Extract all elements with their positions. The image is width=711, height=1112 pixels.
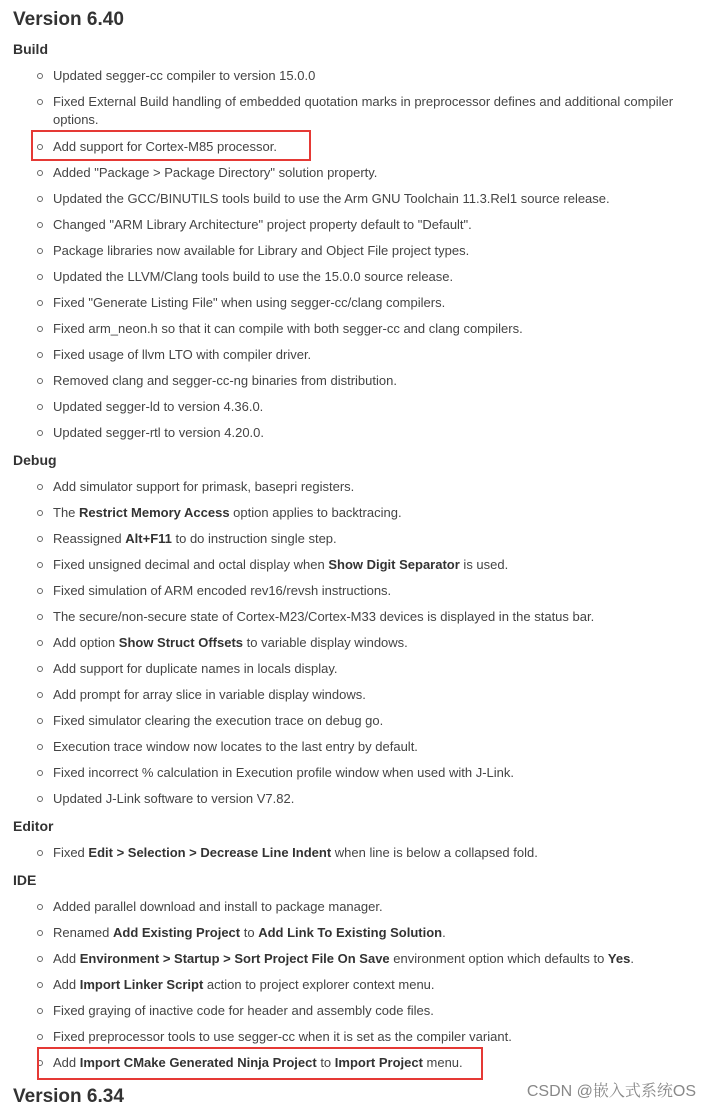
- item-text: Execution trace window now locates to the last entry by default.: [53, 739, 418, 754]
- item-text: Updated segger-cc compiler to version 15.0.0: [53, 68, 316, 83]
- item-text: action to project explorer context menu.: [203, 977, 435, 992]
- item-text: Fixed: [53, 845, 89, 860]
- debug-list-item: [53, 660, 683, 678]
- next-version-title: Version 6.34: [13, 1086, 124, 1107]
- emphasized-term: Alt+F11: [125, 531, 172, 546]
- item-text: Fixed incorrect % calculation in Execution profile window when used with J-Link.: [53, 765, 514, 780]
- item-text: Fixed usage of llvm LTO with compiler driver.: [53, 347, 312, 362]
- build-list-item: [53, 346, 683, 364]
- item-text: Add: [53, 977, 80, 992]
- build-list-item: [53, 93, 683, 129]
- build-list-item: [53, 372, 683, 390]
- item-text: Fixed unsigned decimal and octal display when: [53, 557, 329, 572]
- highlight-box-cortex-m85: [31, 130, 311, 161]
- debug-list-item: [53, 556, 683, 574]
- build-list-item: [53, 164, 683, 182]
- item-text: The secure/non-secure state of Cortex-M23/Cortex-M33 devices is displayed in the status bar.: [53, 609, 595, 624]
- debug-list-item: [53, 504, 683, 522]
- emphasized-term: Import Project: [334, 1055, 423, 1070]
- emphasized-term: Environment > Startup > Sort Project File On Save: [79, 951, 390, 966]
- emphasized-term: Add Existing Project: [112, 925, 241, 940]
- item-text: Add support for Cortex-M85 processor.: [53, 139, 277, 154]
- item-text: The: [53, 505, 80, 520]
- item-text: Changed "ARM Library Architecture" project property default to "Default".: [53, 217, 472, 232]
- emphasized-term: Restrict Memory Access: [79, 505, 230, 520]
- build-list-item: [53, 216, 683, 234]
- item-text: Updated the GCC/BINUTILS tools build to use the Arm GNU Toolchain 11.3.Rel1 source release.: [53, 191, 610, 206]
- emphasized-term: Add Link To Existing Solution: [258, 925, 443, 940]
- ide-list-item: [53, 1002, 683, 1020]
- debug-list-item: [53, 582, 683, 600]
- item-text: is used.: [459, 557, 509, 572]
- item-text: menu.: [422, 1055, 463, 1070]
- item-text: when line is below a collapsed fold.: [331, 845, 538, 860]
- item-text: .: [630, 951, 634, 966]
- item-text: Renamed: [53, 925, 113, 940]
- build-list-item: [53, 242, 683, 260]
- item-text: Fixed preprocessor tools to use segger-cc when it is set as the compiler variant.: [53, 1029, 512, 1044]
- debug-list-item: [53, 530, 683, 548]
- item-text: .: [442, 925, 446, 940]
- item-text: Updated segger-rtl to version 4.20.0.: [53, 425, 265, 440]
- item-text: to: [316, 1055, 335, 1070]
- item-text: to: [240, 925, 259, 940]
- section-title-ide: IDE: [13, 872, 37, 888]
- emphasized-term: Edit > Selection > Decrease Line Indent: [88, 845, 332, 860]
- item-text: Added "Package > Package Directory" solution property.: [53, 165, 378, 180]
- item-text: Add support for duplicate names in locals display.: [53, 661, 338, 676]
- build-list-item: [53, 398, 683, 416]
- debug-list-item: [53, 686, 683, 704]
- item-text: Add simulator support for primask, basepri registers.: [53, 479, 355, 494]
- item-text: Add option: [53, 635, 119, 650]
- item-text: to do instruction single step.: [171, 531, 337, 546]
- editor-list-item: [53, 844, 683, 862]
- build-list-item: [53, 424, 683, 442]
- version-title: Version 6.40: [13, 9, 124, 30]
- build-list-item: [53, 268, 683, 286]
- item-text: Fixed arm_neon.h so that it can compile with both segger-cc and clang compilers.: [53, 321, 523, 336]
- highlight-box-import-cmake: [37, 1047, 483, 1080]
- item-text: Updated the LLVM/Clang tools build to use the 15.0.0 source release.: [53, 269, 454, 284]
- item-text: environment option which defaults to: [389, 951, 608, 966]
- item-text: Add: [53, 1055, 80, 1070]
- build-list-item: [53, 294, 683, 312]
- build-list-item: [53, 190, 683, 208]
- item-text: Removed clang and segger-cc-ng binaries from distribution.: [53, 373, 397, 388]
- item-text: Fixed External Build handling of embedded quotation marks in preprocessor defines and additional compiler options.: [53, 94, 674, 127]
- debug-list-item: [53, 738, 683, 756]
- item-text: Package libraries now available for Library and Object File project types.: [53, 243, 470, 258]
- build-list-item: [53, 320, 683, 338]
- item-text: Fixed simulator clearing the execution trace on debug go.: [53, 713, 384, 728]
- debug-list-item: [53, 712, 683, 730]
- ide-list-item: [53, 976, 683, 994]
- debug-list-item: [53, 634, 683, 652]
- ide-list-item: [53, 924, 683, 942]
- emphasized-term: Import Linker Script: [79, 977, 204, 992]
- emphasized-term: Yes: [607, 951, 631, 966]
- emphasized-term: Show Struct Offsets: [118, 635, 244, 650]
- item-text: Updated J-Link software to version V7.82.: [53, 791, 295, 806]
- ide-list-item: [53, 1028, 683, 1046]
- item-text: to variable display windows.: [243, 635, 408, 650]
- debug-list-item: [53, 764, 683, 782]
- item-text: Reassigned: [53, 531, 126, 546]
- debug-list-item: [53, 478, 683, 496]
- item-text: option applies to backtracing.: [229, 505, 402, 520]
- section-title-debug: Debug: [13, 452, 57, 468]
- item-text: Fixed graying of inactive code for header and assembly code files.: [53, 1003, 434, 1018]
- item-text: Updated segger-ld to version 4.36.0.: [53, 399, 264, 414]
- watermark: CSDN @嵌入式系统OS: [526, 1083, 696, 1100]
- item-text: Add: [53, 951, 80, 966]
- ide-list-item: [53, 950, 683, 968]
- section-title-build: Build: [13, 41, 48, 57]
- section-title-editor: Editor: [13, 818, 54, 834]
- debug-list-item: [53, 790, 683, 808]
- item-text: Add prompt for array slice in variable display windows.: [53, 687, 366, 702]
- item-text: Fixed simulation of ARM encoded rev16/revsh instructions.: [53, 583, 392, 598]
- emphasized-term: Show Digit Separator: [328, 557, 460, 572]
- item-text: Added parallel download and install to package manager.: [53, 899, 383, 914]
- item-text: Fixed "Generate Listing File" when using segger-cc/clang compilers.: [53, 295, 446, 310]
- ide-list-item: [53, 898, 683, 916]
- debug-list-item: [53, 608, 683, 626]
- emphasized-term: Import CMake Generated Ninja Project: [79, 1055, 317, 1070]
- build-list-item: [53, 67, 683, 85]
